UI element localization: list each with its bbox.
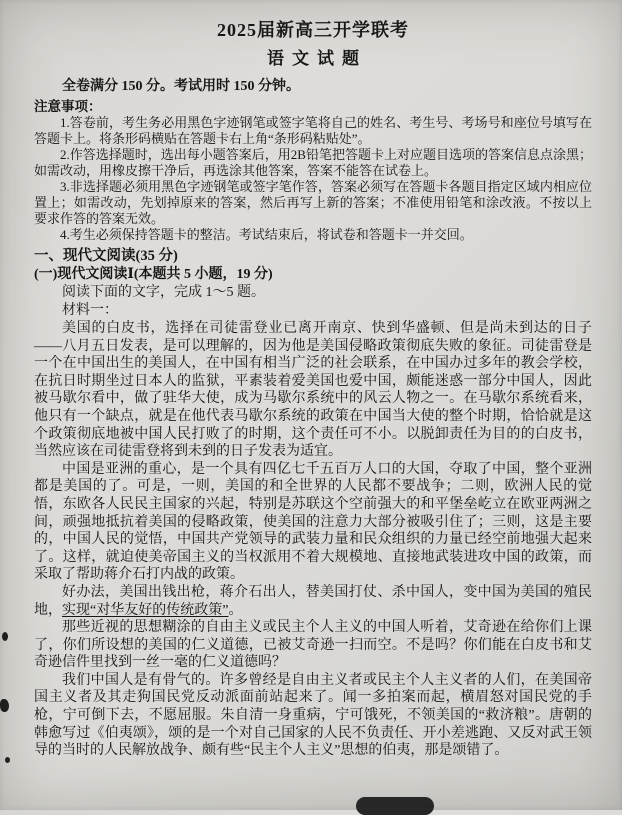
section-heading: 一、现代文阅读(35 分) <box>34 248 178 264</box>
passage-paragraph-1: 美国的白皮书，选择在司徒雷登业已离开南京、快到华盛顿、但是尚未到达的日子——八月五日发表，是可以理解的，因为他是美国侵略政策彻底失败的象征。司徒雷登是一个在中国出生的美国人，在中国有相当广泛的社会联系，在中国办过多年的教会学校，在抗日时期坐过日本人的监狱，平素装着爱美国也爱中国，颇能迷惑一部分中国人，因此被马歇尔看中，做了驻华大使，成为马歇尔系统中的风云人物之一。在马歇尔系统看来，他只有一个缺点，就是在他代表马歇尔系统的政策在中国当大使的整个时期，恰恰就是这个政策彻底地被中国人民打败了的时期，这个责任可不小。以脱卸责任为目的的白皮书，当然应该在司徒雷登将到未到的日子发表为适宜。 <box>34 321 592 460</box>
reading-instruction: 阅读下面的文字，完成 1～5 题。 <box>62 285 265 300</box>
subsection-heading: (一)现代文阅读Ⅰ(本题共 5 小题，19 分) <box>34 267 273 282</box>
paragraph-3-underlined-phrase: 实现“对华友好的传统政策” <box>62 602 229 618</box>
notice-item-3: 3.非选择题必须用黑色字迹钢笔或签字笔作答，答案必须写在答题卡各题目指定区域内相应位置上；如需改动，先划掉原来的答案，然后再写上新的答案；不准使用铅笔和涂改液。不按以上要求作答的答案无效。 <box>34 179 592 226</box>
passage-paragraph-4: 那些近视的思想糊涂的自由主义或民主个人主义的中国人听着，艾奇逊在给你们上课了，你们所设想的美国的仁义道德，已被艾奇逊一扫而空。不是吗？你们能在白皮书和艾奇逊信件里找到一丝一毫的仁义道德吗？ <box>34 620 592 671</box>
scan-watermark-badge <box>356 797 434 815</box>
exam-title: 2025届新高三开学联考 <box>217 20 409 40</box>
paragraph-3-text: 好办法，美国出钱出枪，蒋介石出人，替美国打仗、杀中国人，变中国为美国的殖民地， <box>34 584 592 618</box>
passage-paragraph-5: 我们中国人是有骨气的。许多曾经是自由主义者或民主个人主义者的人们，在美国帝国主义者及其走狗国民党反动派面前站起来了。闻一多拍案而起，横眉怒对国民党的手枪，宁可倒下去，不愿屈服。朱自清一身重病，宁可饿死，不领美国的“救济粮”。唐朝的韩愈写过《伯夷颂》，颂的是一个对自己国家的人民不负责任、开小差逃跑、又反对武王领导的当时的人民解放战争、颇有些“民主个人主义”思想的伯夷，那是颂错了。 <box>34 672 592 759</box>
exam-meta: 全卷满分 150 分。考试用时 150 分钟。 <box>62 79 300 94</box>
passage-paragraph-3 <box>34 584 592 619</box>
paragraph-3-period: 。 <box>228 602 243 618</box>
notice-item-2: 2.作答选择题时，选出每小题答案后，用2B铅笔把答题卡上对应题目选项的答案信息点涂黑；如需改动，用橡皮擦干净后，再选涂其他答案，答案不能答在试卷上。 <box>34 147 592 178</box>
notice-item-1: 1.答卷前，考生务必用黑色字迹钢笔或签字笔将自己的姓名、考生号、考场号和座位号填写在答题卡上。将条形码横贴在答题卡右上角“条形码粘贴处”。 <box>34 115 592 146</box>
notice-heading: 注意事项： <box>34 99 102 114</box>
exam-subtitle: 语文试题 <box>267 49 367 68</box>
scan-speck <box>5 757 10 763</box>
notice-item-4: 4.考生必须保持答题卡的整洁。考试结束后，将试卷和答题卡一并交回。 <box>60 227 473 242</box>
scan-speck <box>0 699 9 712</box>
passage-paragraph-2: 中国是亚洲的重心，是一个具有四亿七千五百万人口的大国，夺取了中国，整个亚洲都是美国的了。可是，一则，美国的和全世界的人民都不要战争；二则，欧洲人民的觉悟，东欧各人民民主国家的兴起，特别是苏联这个空前强大的和平堡垒屹立在欧亚两洲之间，顽强地抵抗着美国的侵略政策，使美国的注意力大部分被吸引住了；三则，这是主要的，中国人民的觉悟，中国共产党领导的武装力量和民众组织的力量已经空前地强大起来了。这样，就迫使美帝国主义的当权派用不着大规模地、直接地武装进攻中国的政策，而采取了帮助蒋介石打内战的政策。 <box>34 461 592 583</box>
scan-speck <box>2 632 8 641</box>
material-label: 材料一： <box>62 303 118 318</box>
